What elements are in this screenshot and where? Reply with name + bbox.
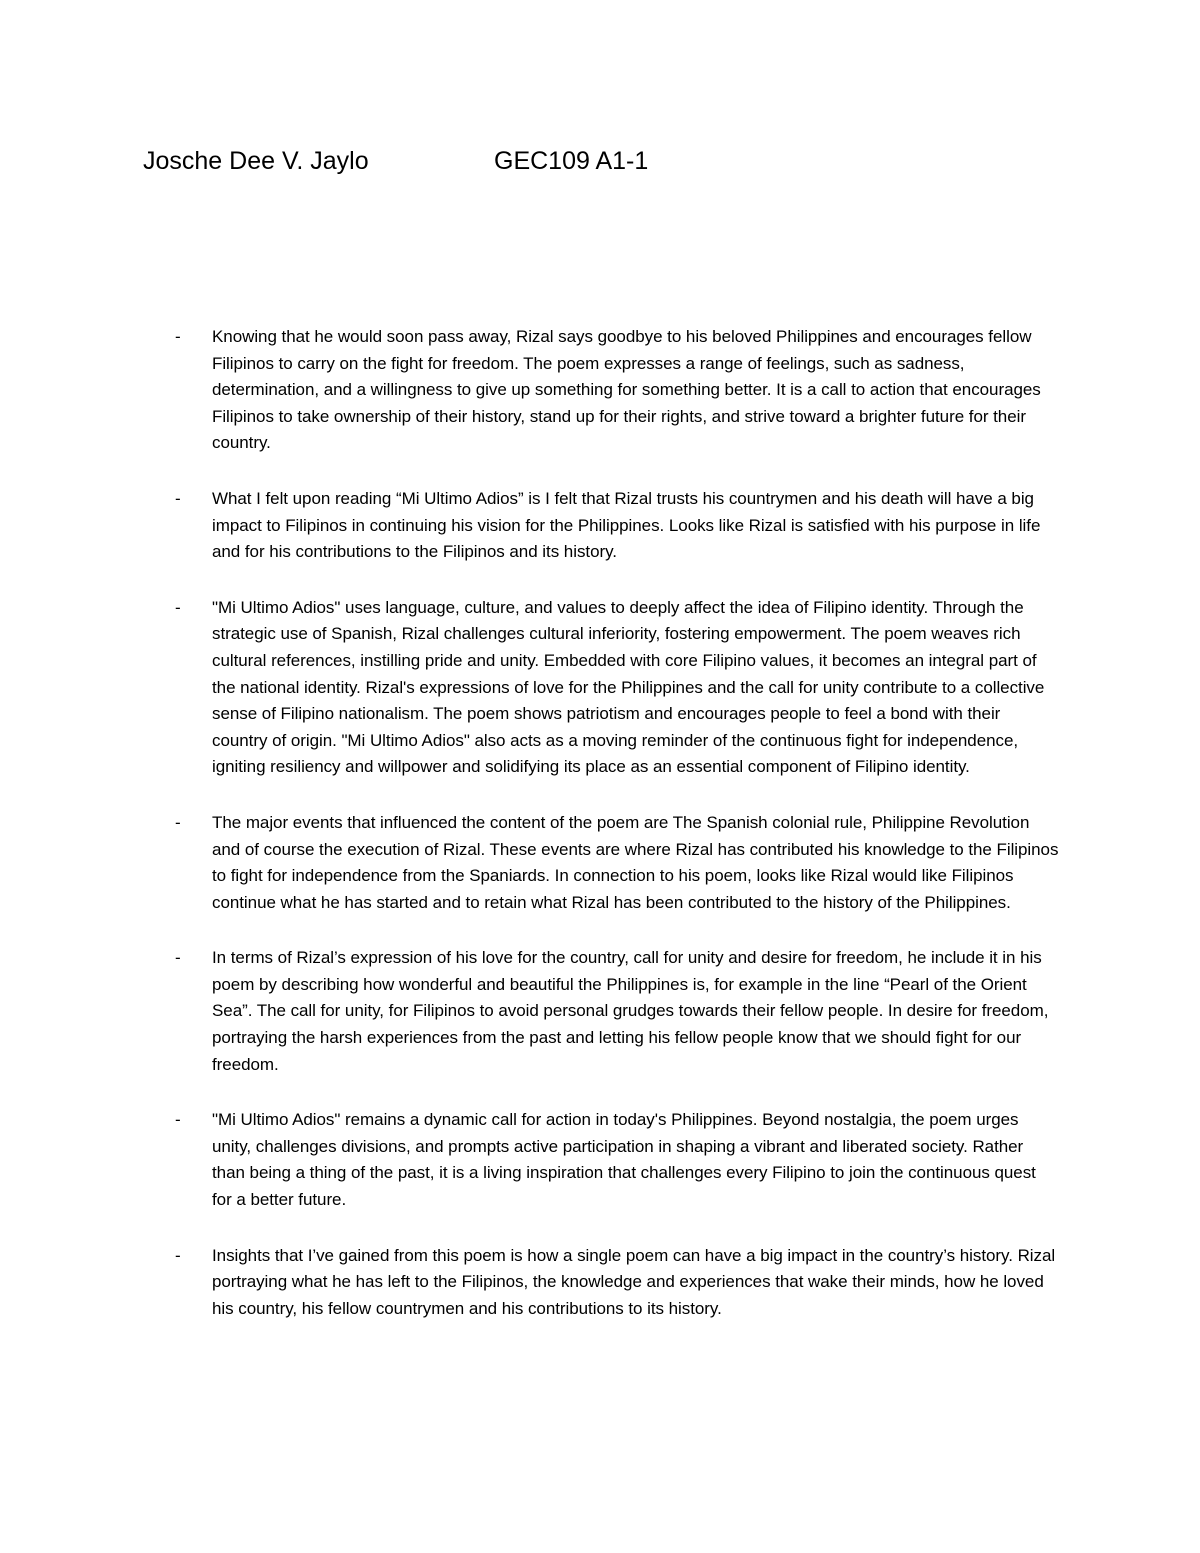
dash-bullet: - bbox=[175, 488, 181, 508]
paragraph-text: In terms of Rizal’s expression of his love for the country, call for unity and desire for freedom, he include it in his poem by describing how wonderful and beautiful the Philippines is, for example in the line “Pearl of the Orient Sea”. The call for unity, for Filipinos to avoid personal grudges towards their fellow people. In desire for freedom, portraying the harsh experiences from the past and letting his fellow people know that we should fight for our freedom. bbox=[212, 948, 1049, 1074]
dash-bullet: - bbox=[175, 1110, 181, 1130]
list-item bbox=[175, 1107, 1060, 1213]
response-list bbox=[175, 324, 1060, 1351]
author-name: Josche Dee V. Jaylo bbox=[143, 147, 369, 175]
paragraph-text: "Mi Ultimo Adios" remains a dynamic call for action in today's Philippines. Beyond nostalgia, the poem urges unity, challenges divisions, and prompts active participation in shaping a vibrant and liberated society. Rather than being a thing of the past, it is a living inspiration that challenges every Filipino to join the continuous quest for a better future. bbox=[212, 1110, 1036, 1210]
paragraph-text: Knowing that he would soon pass away, Rizal says goodbye to his beloved Philippines and encourages fellow Filipinos to carry on the fight for freedom. The poem expresses a range of feelings, such as sadness, determination, and a willingness to give up something for something better. It is a call to action that encourages Filipinos to take ownership of their history, stand up for their rights, and strive toward a brighter future for their country. bbox=[212, 327, 1041, 453]
dash-bullet: - bbox=[175, 948, 181, 968]
list-item bbox=[175, 945, 1060, 1078]
list-item bbox=[175, 595, 1060, 781]
course-code: GEC109 A1-1 bbox=[494, 147, 649, 175]
document-header bbox=[143, 143, 1043, 183]
paragraph-text: "Mi Ultimo Adios" uses language, culture, and values to deeply affect the idea of Filipino identity. Through the strategic use of Spanish, Rizal challenges cultural inferiority, fostering empowerment. The poem weaves rich cultural references, instilling pride and unity. Embedded with core Filipino values, it becomes an integral part of the national identity. Rizal's expressions of love for the Philippines and the call for unity contribute to a collective sense of Filipino nationalism. The poem shows patriotism and encourages people to feel a bond with their country of origin. "Mi Ultimo Adios" also acts as a moving reminder of the continuous fight for independence, igniting resiliency and willpower and solidifying its place as an essential component of Filipino identity. bbox=[212, 597, 1045, 777]
list-item bbox=[175, 810, 1060, 916]
paragraph-text: The major events that influenced the content of the poem are The Spanish colonial rule, Philippine Revolution and of course the execution of Rizal. These events are where Rizal has contributed his knowledge to the Filipinos to fight for independence from the Spaniards. In connection to his poem, looks like Rizal would like Filipinos continue what he has started and to retain what Rizal has been contributed to the history of the Philippines. bbox=[212, 812, 1059, 912]
paragraph-text: Insights that I’ve gained from this poem is how a single poem can have a big impact in the country’s history. Rizal portraying what he has left to the Filipinos, the knowledge and experiences that wake their minds, how he loved his country, his fellow countrymen and his contributions to its history. bbox=[212, 1245, 1056, 1318]
dash-bullet: - bbox=[175, 812, 181, 832]
list-item bbox=[175, 1243, 1060, 1323]
dash-bullet: - bbox=[175, 327, 181, 346]
dash-bullet: - bbox=[175, 597, 181, 617]
list-item bbox=[175, 324, 1060, 457]
list-item bbox=[175, 486, 1060, 566]
dash-bullet: - bbox=[175, 1245, 181, 1265]
paragraph-text: What I felt upon reading “Mi Ultimo Adios” is I felt that Rizal trusts his countrymen and his death will have a big impact to Filipinos in continuing his vision for the Philippines. Looks like Rizal is satisfied with his purpose in life and for his contributions to the Filipinos and its history. bbox=[212, 488, 1041, 562]
